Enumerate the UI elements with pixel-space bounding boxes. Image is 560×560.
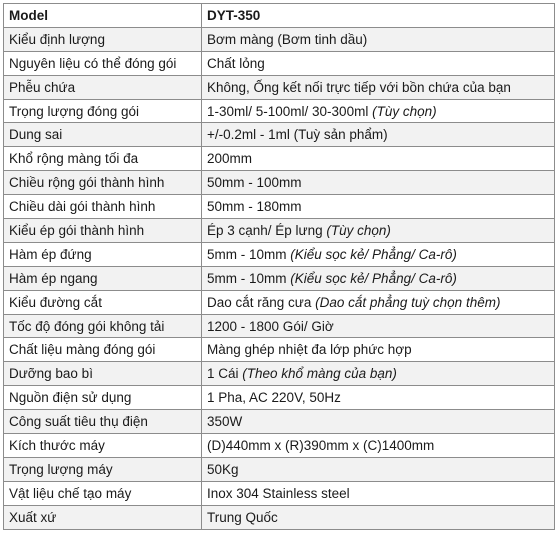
row-value <box>202 51 555 75</box>
table-row <box>4 99 555 123</box>
table-row <box>4 266 555 290</box>
row-label: Nguồn điện sử dụng <box>4 386 202 410</box>
table-row <box>4 242 555 266</box>
row-label: Kiểu ép gói thành hình <box>4 219 202 243</box>
row-value-note: (Theo khổ màng của bạn) <box>242 366 397 382</box>
table-row <box>4 338 555 362</box>
row-label: Dung sai <box>4 123 202 147</box>
row-label: Khổ rộng màng tối đa <box>4 147 202 171</box>
row-value <box>202 481 555 505</box>
table-row <box>4 51 555 75</box>
row-value-note: (Kiểu sọc kẻ/ Phẳng/ Ca-rô) <box>290 270 457 286</box>
table-row <box>4 457 555 481</box>
row-value-text: 1 Pha, AC 220V, 50Hz <box>207 390 341 406</box>
row-value-text: 1 Cái <box>207 366 243 382</box>
row-value <box>202 410 555 434</box>
table-row <box>4 290 555 314</box>
table-row <box>4 362 555 386</box>
row-label: Công suất tiêu thụ điện <box>4 410 202 434</box>
row-label: Kích thước máy <box>4 434 202 458</box>
row-value-text: 50mm - 180mm <box>207 199 302 215</box>
table-row <box>4 410 555 434</box>
header-value-cell: DYT-350 <box>202 4 555 28</box>
table-row <box>4 171 555 195</box>
row-value-text: 50Kg <box>207 461 239 477</box>
row-value-note: (Kiểu sọc kẻ/ Phẳng/ Ca-rô) <box>290 246 457 262</box>
row-value <box>202 457 555 481</box>
row-value-text: 50mm - 100mm <box>207 175 302 191</box>
table-row <box>4 219 555 243</box>
table-header-row <box>4 4 555 28</box>
row-value-text: 5mm - 10mm <box>207 246 291 262</box>
row-value <box>202 27 555 51</box>
table-row <box>4 75 555 99</box>
row-label: Trọng lượng máy <box>4 457 202 481</box>
row-value-text: (D)440mm x (R)390mm x (C)1400mm <box>207 437 435 453</box>
row-value-note: (Tùy chọn) <box>372 103 437 119</box>
row-label: Xuất xứ <box>4 505 202 529</box>
spec-table <box>3 3 555 530</box>
row-label: Hàm ép đứng <box>4 242 202 266</box>
row-value-text: +/-0.2ml - 1ml (Tuỳ sản phẩm) <box>207 127 388 143</box>
row-value <box>202 338 555 362</box>
row-value-note: (Tùy chọn) <box>326 222 391 238</box>
row-value <box>202 434 555 458</box>
row-label: Trọng lượng đóng gói <box>4 99 202 123</box>
row-value-text: Dao cắt răng cưa <box>207 294 316 310</box>
row-value <box>202 242 555 266</box>
row-label: Chiều rộng gói thành hình <box>4 171 202 195</box>
row-value <box>202 123 555 147</box>
row-value-text: 5mm - 10mm <box>207 270 291 286</box>
row-value-text: 200mm <box>207 151 253 167</box>
row-label: Vật liệu chế tạo máy <box>4 481 202 505</box>
table-row <box>4 505 555 529</box>
row-value <box>202 266 555 290</box>
row-value <box>202 505 555 529</box>
table-row <box>4 314 555 338</box>
row-value-text: Bơm màng (Bơm tinh dầu) <box>207 31 368 47</box>
row-label: Nguyên liệu có thể đóng gói <box>4 51 202 75</box>
row-label: Dưỡng bao bì <box>4 362 202 386</box>
table-row <box>4 386 555 410</box>
table-row <box>4 147 555 171</box>
table-row <box>4 195 555 219</box>
row-value-text: Màng ghép nhiệt đa lớp phức hợp <box>207 342 412 358</box>
table-row <box>4 123 555 147</box>
row-label: Chiều dài gói thành hình <box>4 195 202 219</box>
row-value-text: 1200 - 1800 Gói/ Giờ <box>207 318 334 334</box>
row-value <box>202 147 555 171</box>
row-value-note: (Dao cắt phẳng tuỳ chọn thêm) <box>315 294 501 310</box>
row-value <box>202 171 555 195</box>
row-value <box>202 195 555 219</box>
table-row <box>4 434 555 458</box>
row-value-text: Inox 304 Stainless steel <box>207 485 350 501</box>
row-value <box>202 75 555 99</box>
row-label: Phễu chứa <box>4 75 202 99</box>
row-value-text: 350W <box>207 414 243 430</box>
row-label: Kiểu đường cắt <box>4 290 202 314</box>
table-row <box>4 27 555 51</box>
row-value-text: Ép 3 cạnh/ Ép lưng <box>207 222 327 238</box>
header-label-cell: Model <box>4 4 202 28</box>
row-value-text: Chất lỏng <box>207 55 265 71</box>
row-value <box>202 99 555 123</box>
table-row <box>4 481 555 505</box>
row-label: Tốc độ đóng gói không tải <box>4 314 202 338</box>
row-value-text: Trung Quốc <box>207 509 278 525</box>
row-label: Kiểu định lượng <box>4 27 202 51</box>
row-value <box>202 290 555 314</box>
row-value-text: 1-30ml/ 5-100ml/ 30-300ml <box>207 103 373 119</box>
row-value <box>202 314 555 338</box>
row-value <box>202 219 555 243</box>
row-label: Hàm ép ngang <box>4 266 202 290</box>
row-value <box>202 386 555 410</box>
row-value-text: Không, Ống kết nối trực tiếp với bồn chứa của bạn <box>207 79 511 95</box>
row-value <box>202 362 555 386</box>
row-label: Chất liệu màng đóng gói <box>4 338 202 362</box>
